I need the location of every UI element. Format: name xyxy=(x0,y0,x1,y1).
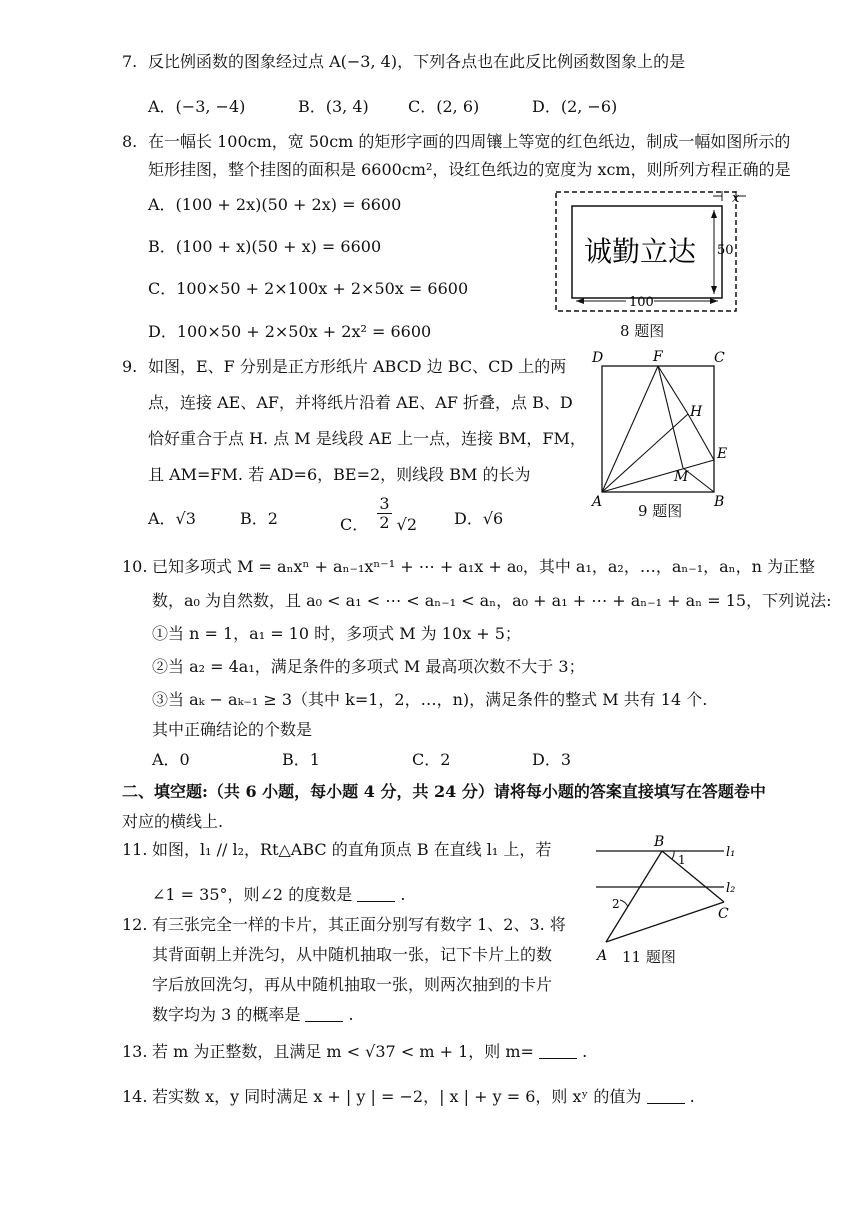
angle-1-label: 1 xyxy=(678,853,686,867)
question-9 xyxy=(122,355,592,535)
label-d: D xyxy=(592,350,604,366)
radical: √2 xyxy=(396,514,417,534)
label-e: E xyxy=(717,446,728,462)
question-12 xyxy=(122,913,592,1033)
question-text: ∠1 = 35°，则∠2 的度数是 xyxy=(152,885,353,904)
statement-3: ③当 aₖ − aₖ₋₁ ≥ 3（其中 k=1，2，…，n)，满足条件的整式 M 共有 14 个. xyxy=(152,690,708,709)
figure-11 xyxy=(592,832,747,972)
question-text: . xyxy=(689,1087,695,1106)
label-b: B xyxy=(654,834,665,850)
square-fold-diagram xyxy=(590,348,735,508)
figure-8 xyxy=(550,188,755,338)
question-stem-line: 矩形挂图，整个挂图的面积是 6600cm²，设红色纸边的宽度为 xcm，则所列方程正确的是 xyxy=(148,160,791,179)
question-text: . xyxy=(400,885,406,904)
label-l2: l₂ xyxy=(726,881,736,896)
picture-title: 诚勤立达 xyxy=(584,235,697,268)
option-b: B．(3, 4) xyxy=(298,97,369,116)
question-stem-line: 字后放回洗匀，再从中随机抽取一张，则两次抽到的卡片 xyxy=(152,975,553,994)
label-100: 100 xyxy=(629,295,654,310)
label-m: M xyxy=(674,469,689,485)
fraction xyxy=(377,495,391,531)
option-d: D．√6 xyxy=(454,509,504,528)
label-x: x xyxy=(732,191,740,206)
label-a: A xyxy=(592,494,603,508)
label-b: B xyxy=(714,494,725,508)
fraction-numerator: 3 xyxy=(379,494,390,513)
option-c: C．(2, 6) xyxy=(408,97,480,116)
answer-blank[interactable] xyxy=(647,1087,685,1104)
answer-blank[interactable] xyxy=(305,1005,343,1022)
fraction-denominator: 2 xyxy=(379,512,390,532)
question-11 xyxy=(122,838,592,918)
figure-caption: 8 题图 xyxy=(620,322,665,340)
question-text: . xyxy=(582,1042,588,1061)
option-a: A．√3 xyxy=(148,509,196,528)
option-c xyxy=(340,494,417,534)
option-d: D．(2, −6) xyxy=(532,97,618,116)
question-stem-line xyxy=(152,883,405,907)
question-number: 9. xyxy=(122,357,138,376)
question-number: 11. xyxy=(122,840,148,859)
question-stem-line: 如图，E、F 分别是正方形纸片 ABCD 边 BC、CD 上的两 xyxy=(148,357,567,376)
section-instructions: 对应的横线上. xyxy=(122,812,224,831)
framed-picture-diagram xyxy=(550,188,755,318)
question-stem-line: 数，a₀ 为自然数，且 a₀ < a₁ < ⋯ < aₙ₋₁ < aₙ，a₀ + a₁ + ⋯ + aₙ₋₁ + aₙ = 15，下列说法: xyxy=(152,591,832,610)
question-stem-line: 在一幅长 100cm，宽 50cm 的矩形字画的四周镶上等宽的红色纸边，制成一幅如图所示的 xyxy=(148,132,791,151)
question-number: 7. xyxy=(122,52,138,71)
option-b: B．2 xyxy=(240,509,278,528)
question-stem-line: 恰好重合于点 H. 点 M 是线段 AE 上一点，连接 BM，FM， xyxy=(148,429,586,448)
label-l1: l₁ xyxy=(726,845,736,860)
statement-2: ②当 a₂ = 4a₁，满足条件的多项式 M 最高项次数不大于 3； xyxy=(152,657,585,676)
option-c-label: C． xyxy=(340,514,369,534)
answer-blank[interactable] xyxy=(539,1042,577,1059)
question-number: 10. xyxy=(122,557,148,576)
option-a: A．0 xyxy=(152,750,190,769)
figure-9 xyxy=(590,348,735,523)
question-stem-line: 有三张完全一样的卡片，其正面分别写有数字 1、2、3. 将 xyxy=(152,915,566,934)
label-c: C xyxy=(714,350,725,366)
question-text: 若 m 为正整数，且满足 m < √37 < m + 1，则 m= xyxy=(152,1042,534,1061)
question-stem-line xyxy=(152,1003,354,1027)
question-7 xyxy=(122,50,822,130)
question-stem-line xyxy=(152,1085,695,1109)
question-14 xyxy=(122,1085,762,1115)
angle-2-label: 2 xyxy=(612,897,620,911)
question-text: . xyxy=(348,1005,354,1024)
question-stem-line xyxy=(152,1040,587,1064)
section-2-header xyxy=(122,780,842,840)
question-number: 13. xyxy=(122,1042,148,1061)
question-stem: 反比例函数的图象经过点 A(−3, 4)，下列各点也在此反比例函数图象上的是 xyxy=(148,52,686,71)
question-number: 12. xyxy=(122,915,148,934)
statement-1: ①当 n = 1，a₁ = 10 时，多项式 M 为 10x + 5； xyxy=(152,624,521,643)
label-f: F xyxy=(653,349,663,365)
label-h: H xyxy=(690,404,703,420)
question-number: 14. xyxy=(122,1087,148,1106)
option-d: D．100×50 + 2×50x + 2x² = 6600 xyxy=(148,322,432,341)
option-a: A．(−3, −4) xyxy=(148,97,246,116)
option-d: D．3 xyxy=(532,750,572,769)
question-number: 8. xyxy=(122,132,138,151)
option-b: B．1 xyxy=(282,750,320,769)
question-10 xyxy=(122,555,842,770)
section-instructions: 二、填空题:（共 6 小题，每小题 4 分，共 24 分）请将每小题的答案直接填写在答题卷中 xyxy=(122,782,766,801)
question-text: 数字均为 3 的概率是 xyxy=(152,1005,301,1024)
question-text: 若实数 x，y 同时满足 x + | y | = −2，| x | + y = 6，则 xʸ 的值为 xyxy=(152,1087,642,1106)
option-c: C．100×50 + 2×100x + 2×50x = 6600 xyxy=(148,279,469,298)
question-stem-line: 已知多项式 M = aₙxⁿ + aₙ₋₁xⁿ⁻¹ + ⋯ + a₁x + a₀，其中 a₁，a₂，…，aₙ₋₁，aₙ，n 为正整 xyxy=(152,557,815,576)
option-b: B．(100 + x)(50 + x) = 6600 xyxy=(148,237,382,256)
option-c: C．2 xyxy=(412,750,451,769)
figure-caption: 11 题图 xyxy=(622,948,676,966)
option-a: A．(100 + 2x)(50 + 2x) = 6600 xyxy=(148,195,402,214)
figure-caption: 9 题图 xyxy=(638,502,683,520)
label-c: C xyxy=(718,906,729,922)
answer-blank[interactable] xyxy=(357,885,395,902)
question-stem-line: 点，连接 AE、AF，并将纸片沿着 AE、AF 折叠，点 B、D xyxy=(148,393,573,412)
label-a: A xyxy=(597,948,608,964)
question-13 xyxy=(122,1040,722,1070)
question-stem-line: 其背面朝上并洗匀，从中随机抽取一张，记下卡片上的数 xyxy=(152,945,553,964)
question-stem-line: 如图，l₁ // l₂，Rt△ABC 的直角顶点 B 在直线 l₁ 上，若 xyxy=(152,840,552,859)
question-stem-line: 且 AM=FM. 若 AD=6，BE=2，则线段 BM 的长为 xyxy=(148,465,531,484)
question-prompt: 其中正确结论的个数是 xyxy=(152,720,313,739)
label-50: 50 xyxy=(717,243,734,258)
